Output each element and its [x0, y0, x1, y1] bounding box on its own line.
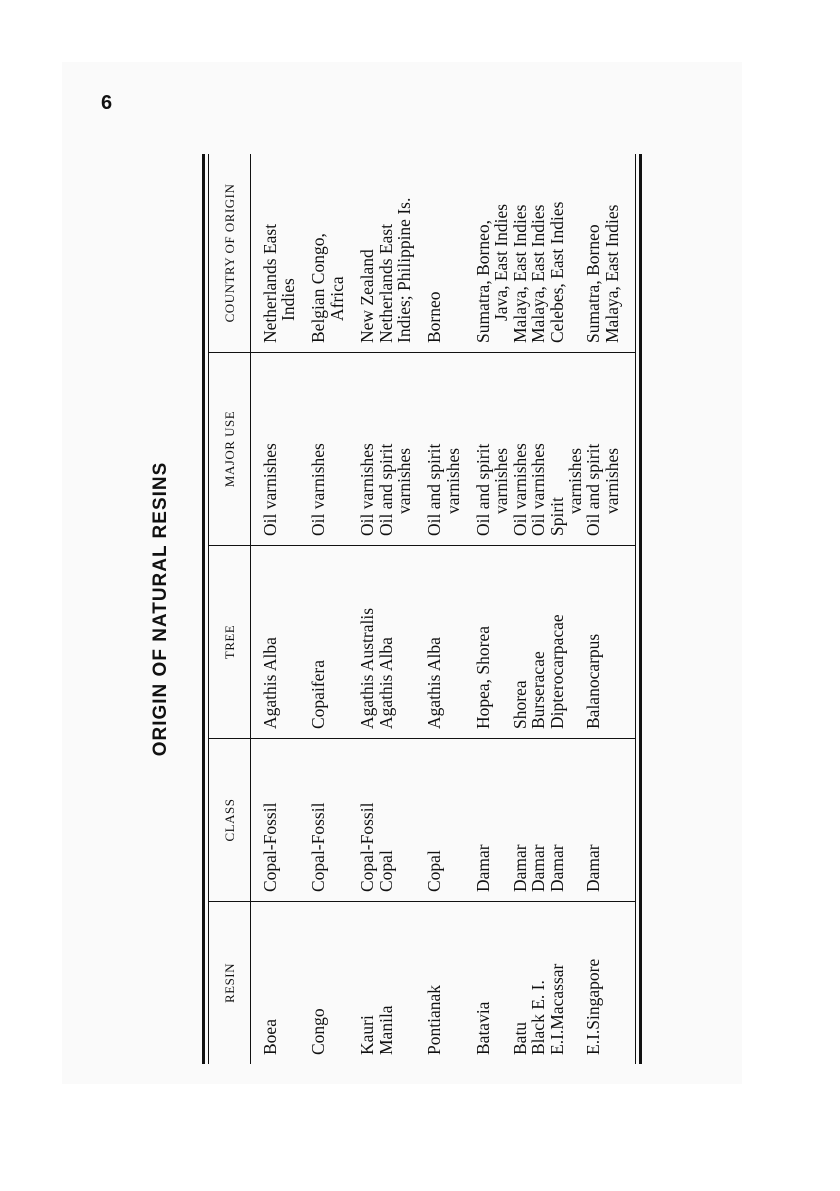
cell-country-line: Celebes, East Indies	[546, 201, 567, 343]
header-country: COUNTRY OF ORIGIN	[209, 154, 250, 353]
cell-use	[250, 353, 297, 546]
cell-country	[346, 154, 376, 353]
cell-use	[584, 353, 635, 546]
cell-country	[250, 154, 297, 353]
cell-resin: E.I.Singapore	[583, 958, 604, 1055]
cell-country-line: Java, East Indies	[491, 203, 512, 321]
cell-country-line: Borneo	[424, 291, 445, 343]
table-row	[529, 154, 547, 1064]
cell-country	[377, 154, 414, 353]
table-top-rule	[202, 154, 209, 1064]
cell-use-line: varnishes	[564, 447, 585, 514]
cell-use-line: Oil varnishes	[528, 443, 549, 536]
cell-resin: Kauri	[357, 1015, 378, 1055]
header-class: CLASS	[209, 739, 250, 902]
cell-class: Damar	[584, 739, 635, 902]
cell-country-line: Malaya, East Indies	[509, 204, 530, 343]
cell-use-line: Oil varnishes	[357, 443, 378, 536]
cell-tree: Dipterocarpacae	[548, 546, 585, 739]
table-row	[250, 154, 297, 1064]
cell-country	[529, 154, 547, 353]
cell-use-line: varnishes	[491, 447, 512, 514]
cell-country	[511, 154, 529, 353]
cell-resin: Batu	[509, 1021, 530, 1055]
header-resin: RESIN	[209, 902, 250, 1065]
cell-class: Copal-Fossil	[297, 739, 346, 902]
cell-resin: Batavia	[473, 1001, 494, 1055]
cell-use	[511, 353, 529, 546]
cell-use	[413, 353, 462, 546]
cell-use-line: Oil varnishes	[509, 443, 530, 536]
table-header-row	[209, 154, 250, 1064]
cell-use-line: Oil varnishes	[308, 443, 329, 536]
cell-class: Copal	[377, 739, 414, 902]
table-bottom-rule	[635, 154, 642, 1064]
cell-use-line: varnishes	[393, 447, 414, 514]
table-row	[548, 154, 585, 1064]
cell-use-line: Oil and spirit	[424, 443, 445, 536]
table-row	[462, 154, 511, 1064]
rotated-table-block	[150, 154, 680, 1064]
cell-class: Copal-Fossil	[250, 739, 297, 902]
cell-country-line: Malaya, East Indies	[601, 204, 622, 343]
cell-use	[346, 353, 376, 546]
cell-class: Damar	[511, 739, 529, 902]
resin-table	[202, 154, 642, 1064]
cell-tree: Agathis Australis	[346, 546, 376, 739]
page-number: 6	[101, 92, 113, 114]
cell-resin: Pontianak	[424, 985, 445, 1055]
cell-country	[297, 154, 346, 353]
cell-use-line: Oil and spirit	[473, 443, 494, 536]
cell-country	[548, 154, 585, 353]
cell-class: Damar	[462, 739, 511, 902]
cell-use	[297, 353, 346, 546]
table-row	[511, 154, 529, 1064]
cell-country	[413, 154, 462, 353]
cell-country-line: Belgian Congo,	[308, 233, 329, 343]
table-row	[413, 154, 462, 1064]
cell-tree: Copaifera	[297, 546, 346, 739]
cell-country-line: Indies	[278, 278, 299, 321]
cell-use-line: Oil and spirit	[375, 443, 396, 536]
cell-tree: Hopea, Shorea	[462, 546, 511, 739]
cell-use-line: Oil varnishes	[259, 443, 280, 536]
cell-use-line: varnishes	[442, 447, 463, 514]
cell-use	[377, 353, 414, 546]
cell-class: Damar	[548, 739, 585, 902]
cell-resin: Black E. I.	[528, 980, 549, 1055]
cell-country-line: New Zealand	[357, 249, 378, 343]
cell-use-line: Spirit	[546, 497, 567, 536]
cell-class: Copal-Fossil	[346, 739, 376, 902]
cell-use	[529, 353, 547, 546]
cell-resin: E.I.Macassar	[546, 963, 567, 1055]
cell-country-line: Netherlands East	[259, 223, 280, 343]
cell-country	[584, 154, 635, 353]
header-major-use: MAJOR USE	[209, 353, 250, 546]
cell-country-line: Africa	[326, 276, 347, 321]
cell-tree: Balanocarpus	[584, 546, 635, 739]
cell-country-line: Sumatra, Borneo,	[473, 220, 494, 343]
cell-use-line: Oil and spirit	[583, 443, 604, 536]
cell-country-line: Indies; Philippine Is.	[393, 197, 414, 343]
table-row	[377, 154, 414, 1064]
cell-country-line: Netherlands East	[375, 223, 396, 343]
cell-use	[462, 353, 511, 546]
cell-country-line: Sumatra, Borneo	[583, 224, 604, 343]
cell-country	[462, 154, 511, 353]
header-tree: TREE	[209, 546, 250, 739]
cell-tree: Agathis Alba	[377, 546, 414, 739]
table-row	[297, 154, 346, 1064]
cell-use	[548, 353, 585, 546]
cell-tree: Shorea	[511, 546, 529, 739]
cell-tree: Agathis Alba	[413, 546, 462, 739]
cell-class: Copal	[413, 739, 462, 902]
table-row	[346, 154, 376, 1064]
cell-use-line: varnishes	[601, 447, 622, 514]
page-title: ORIGIN OF NATURAL RESINS	[150, 461, 171, 757]
table-row	[584, 154, 635, 1064]
cell-country-line: Malaya, East Indies	[528, 204, 549, 343]
cell-resin: Boea	[259, 1019, 280, 1055]
cell-tree: Burseracae	[529, 546, 547, 739]
cell-class: Damar	[529, 739, 547, 902]
cell-resin: Congo	[308, 1008, 329, 1055]
cell-tree: Agathis Alba	[250, 546, 297, 739]
cell-resin: Manila	[375, 1005, 396, 1055]
